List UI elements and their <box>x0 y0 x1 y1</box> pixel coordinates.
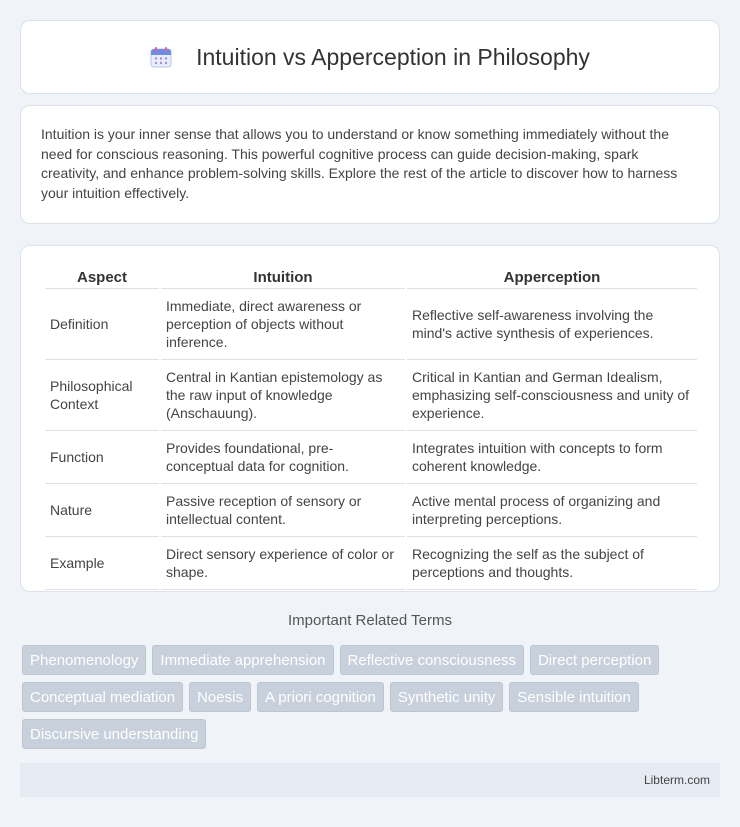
comparison-table-card <box>20 245 720 592</box>
cell-apperception: Integrates intuition with concepts to form coherent knowledge. <box>407 431 697 484</box>
table-header-row <box>45 266 697 289</box>
page-title: Intuition vs Apperception in Philosophy <box>196 43 590 70</box>
cell-intuition: Immediate, direct awareness or perception of objects without inference. <box>161 289 405 360</box>
related-terms-list <box>22 645 722 749</box>
related-term-tag[interactable]: Conceptual mediation <box>22 682 183 712</box>
cell-intuition: Provides foundational, pre-conceptual data for cognition. <box>161 431 405 484</box>
cell-aspect: Definition <box>45 289 159 360</box>
intro-text: Intuition is your inner sense that allows you to understand or know something immediately without the need for conscious reasoning. This powerful cognitive process can guide decision-making, spark creativity, and enhance problem-solving skills. Explore the rest of the article to discover how to harness your intuition effectively. <box>41 126 678 201</box>
related-term-tag[interactable]: Discursive understanding <box>22 719 206 749</box>
cell-apperception: Reflective self-awareness involving the mind's active synthesis of experiences. <box>407 289 697 360</box>
header-aspect: Aspect <box>45 266 159 289</box>
related-term-tag[interactable]: Sensible intuition <box>509 682 638 712</box>
table-row <box>45 431 697 484</box>
related-term-tag[interactable]: Immediate apprehension <box>152 645 333 675</box>
header-intuition: Intuition <box>161 266 405 289</box>
cell-aspect: Philosophical Context <box>45 360 159 431</box>
related-term-tag[interactable]: Synthetic unity <box>390 682 504 712</box>
related-term-tag[interactable]: Direct perception <box>530 645 659 675</box>
related-terms-title: Important Related Terms <box>288 612 452 629</box>
cell-apperception: Active mental process of organizing and interpreting perceptions. <box>407 484 697 537</box>
cell-apperception: Recognizing the self as the subject of perceptions and thoughts. <box>407 537 697 590</box>
cell-aspect: Function <box>45 431 159 484</box>
related-term-tag[interactable]: Reflective consciousness <box>340 645 524 675</box>
intro-card <box>20 105 720 224</box>
calendar-icon <box>150 46 172 68</box>
cell-apperception: Critical in Kantian and German Idealism, emphasizing self-consciousness and unity of experience. <box>407 360 697 431</box>
footer-site-link[interactable]: Libterm.com <box>643 773 710 787</box>
table-row <box>45 537 697 590</box>
table-row <box>45 289 697 360</box>
footer <box>20 763 720 797</box>
cell-aspect: Nature <box>45 484 159 537</box>
table-row <box>45 360 697 431</box>
related-term-tag[interactable]: Phenomenology <box>22 645 146 675</box>
comparison-table <box>43 266 699 590</box>
cell-intuition: Direct sensory experience of color or shape. <box>161 537 405 590</box>
table-row <box>45 484 697 537</box>
related-term-tag[interactable]: A priori cognition <box>257 682 384 712</box>
related-term-tag[interactable]: Noesis <box>189 682 251 712</box>
cell-aspect: Example <box>45 537 159 590</box>
cell-intuition: Central in Kantian epistemology as the raw input of knowledge (Anschauung). <box>161 360 405 431</box>
cell-intuition: Passive reception of sensory or intellectual content. <box>161 484 405 537</box>
header-card <box>20 20 720 94</box>
header-apperception: Apperception <box>407 266 697 289</box>
